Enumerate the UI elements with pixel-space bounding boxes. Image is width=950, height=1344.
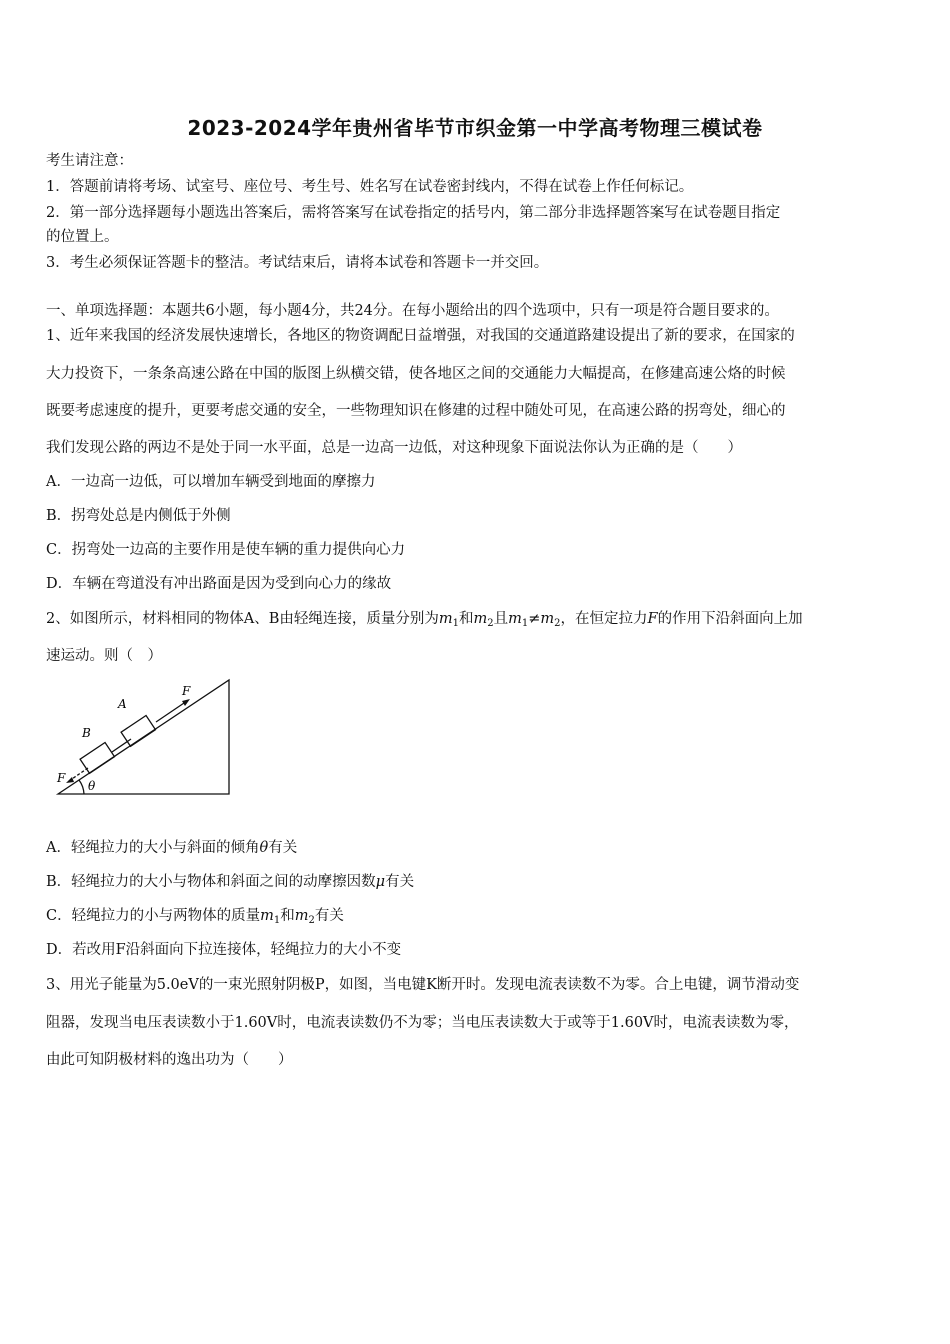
label-f-top: F [182, 684, 191, 698]
incline-figure [52, 676, 234, 798]
label-theta: θ [88, 779, 96, 793]
q2-line-2: 速运动。则（ ） [46, 648, 162, 664]
q1-line-4: 我们发现公路的两边不是处于同一水平面，总是一边高一边低，对这种现象下面说法你认为正确的是（ ） [46, 440, 742, 456]
notice-item-2: 2．第一部分选择题每小题选出答案后，需将答案写在试卷指定的括号内，第二部分非选择题答案写在试卷题目指定 [46, 205, 781, 221]
q2-option-a: A．轻绳拉力的大小与斜面的倾角θ有关 [46, 840, 298, 856]
q2-option-b: B．轻绳拉力的大小与物体和斜面之间的动摩擦因数μ有关 [46, 874, 415, 890]
q3-line-1: 3、用光子能量为5.0eV的一束光照射阴极P，如图，当电键K断开时。发现电流表读数不为零。合上电键，调节滑动变 [46, 977, 800, 993]
q1-option-b: B．拐弯处总是内侧低于外侧 [46, 508, 231, 524]
block-b [80, 743, 114, 774]
q2-option-c: C．轻绳拉力的小与两物体的质量$m_1$和$m_2$有关 [46, 908, 344, 926]
q3-line-3: 由此可知阴极材料的逸出功为（ ） [46, 1052, 293, 1068]
label-f-bottom: F [57, 771, 66, 785]
arrowhead-down [66, 777, 74, 783]
notice-item-2-cont: 的位置上。 [46, 229, 119, 245]
notice-header: 考生请注意： [46, 153, 133, 169]
q2-option-d: D．若改用F沿斜面向下拉连接体，轻绳拉力的大小不变 [46, 942, 402, 958]
notice-item-3: 3．考生必须保证答题卡的整洁。考试结束后，请将本试卷和答题卡一并交回。 [46, 255, 549, 271]
q1-option-d: D．车辆在弯道没有冲出路面是因为受到向心力的缘故 [46, 576, 392, 592]
q3-line-2: 阻器，发现当电压表读数小于1.60V时，电流表读数仍不为零；当电压表读数大于或等于1.60V时，电流表读数为零， [46, 1015, 799, 1031]
q1-option-a: A．一边高一边低，可以增加车辆受到地面的摩擦力 [46, 474, 376, 490]
section-heading: 一、单项选择题：本题共6小题，每小题4分，共24分。在每小题给出的四个选项中，只有一项是符合题目要求的。 [46, 303, 779, 319]
page-title: 2023-2024学年贵州省毕节市织金第一中学高考物理三模试卷 [187, 116, 763, 140]
angle-arc [79, 780, 84, 794]
q1-line-1: 1、近年来我国的经济发展快速增长，各地区的物资调配日益增强，对我国的交通道路建设提出了新的要求，在国家的 [46, 328, 795, 344]
label-a: A [118, 697, 127, 711]
q2-line-1: 2、如图所示，材料相同的物体A、B由轻绳连接，质量分别为$m_1$和$m_2$且$m_1\ne m_2$，在恒定拉力F的作用下沿斜面向上加 [46, 611, 803, 629]
rope [112, 739, 131, 752]
q1-option-c: C．拐弯处一边高的主要作用是使车辆的重力提供向心力 [46, 542, 406, 558]
q1-line-3: 既要考虑速度的提升，更要考虑交通的安全，一些物理知识在修建的过程中随处可见，在高速公路的拐弯处，细心的 [46, 403, 786, 419]
q1-line-2: 大力投资下，一条条高速公路在中国的版图上纵横交错，使各地区之间的交通能力大幅提高，在修建高速公烙的时候 [46, 366, 786, 382]
arrowhead-up [182, 699, 190, 706]
label-b: B [82, 726, 91, 740]
notice-item-1: 1．答题前请将考场、试室号、座位号、考生号、姓名写在试卷密封线内，不得在试卷上作任何标记。 [46, 179, 694, 195]
